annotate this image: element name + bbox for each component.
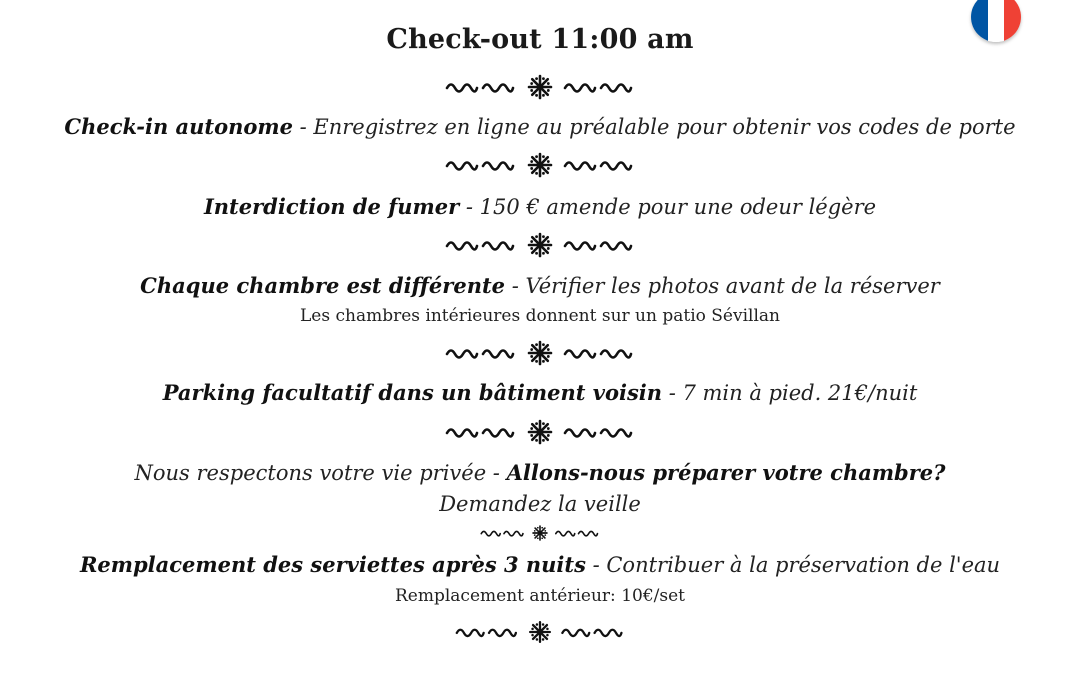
rule-rooms-different-text: - Vérifier les photos avant de la réserver — [505, 274, 940, 298]
ornamental-divider-icon — [0, 74, 1080, 100]
rule-no-smoking-title: Interdiction de fumer — [203, 194, 460, 219]
rule-towels-note: Remplacement antérieur: 10€/set — [395, 586, 685, 606]
rule-towels-title: Remplacement des serviettes après 3 nuits — [79, 552, 586, 577]
rule-privacy-title: Allons-nous préparer votre chambre? — [506, 460, 946, 485]
rule-parking-title: Parking facultatif dans un bâtiment voisin — [162, 380, 663, 405]
page-title: Check-out 11:00 am — [386, 24, 694, 55]
rule-rooms-different — [0, 273, 1080, 298]
rule-no-smoking — [0, 194, 1080, 219]
rule-towels — [0, 552, 1080, 577]
ornamental-divider-icon — [0, 620, 1080, 644]
rule-privacy-note: Demandez la veille — [439, 492, 641, 516]
ornamental-divider-icon — [0, 340, 1080, 366]
ornamental-divider-icon — [0, 419, 1080, 445]
rule-self-checkin-title: Check-in autonome — [64, 114, 293, 139]
rule-rooms-different-note: Les chambres intérieures donnent sur un patio Sévillan — [300, 306, 780, 326]
rule-rooms-different-title: Chaque chambre est différente — [140, 273, 506, 298]
rule-self-checkin — [0, 114, 1080, 139]
rule-no-smoking-text: - 150 € amende pour une odeur légère — [459, 195, 877, 219]
rule-privacy — [0, 460, 1080, 485]
ornamental-divider-icon — [0, 524, 1080, 542]
ornamental-divider-icon — [0, 152, 1080, 178]
rule-towels-text: - Contribuer à la préservation de l'eau — [585, 553, 1001, 577]
rule-privacy-text: Nous respectons votre vie privée - — [134, 461, 507, 485]
ornamental-divider-icon — [0, 232, 1080, 258]
rule-parking-text: - 7 min à pied. 21€/nuit — [662, 381, 918, 405]
rule-parking — [0, 380, 1080, 405]
rule-self-checkin-text: - Enregistrez en ligne au préalable pour obtenir vos codes de porte — [292, 115, 1016, 139]
